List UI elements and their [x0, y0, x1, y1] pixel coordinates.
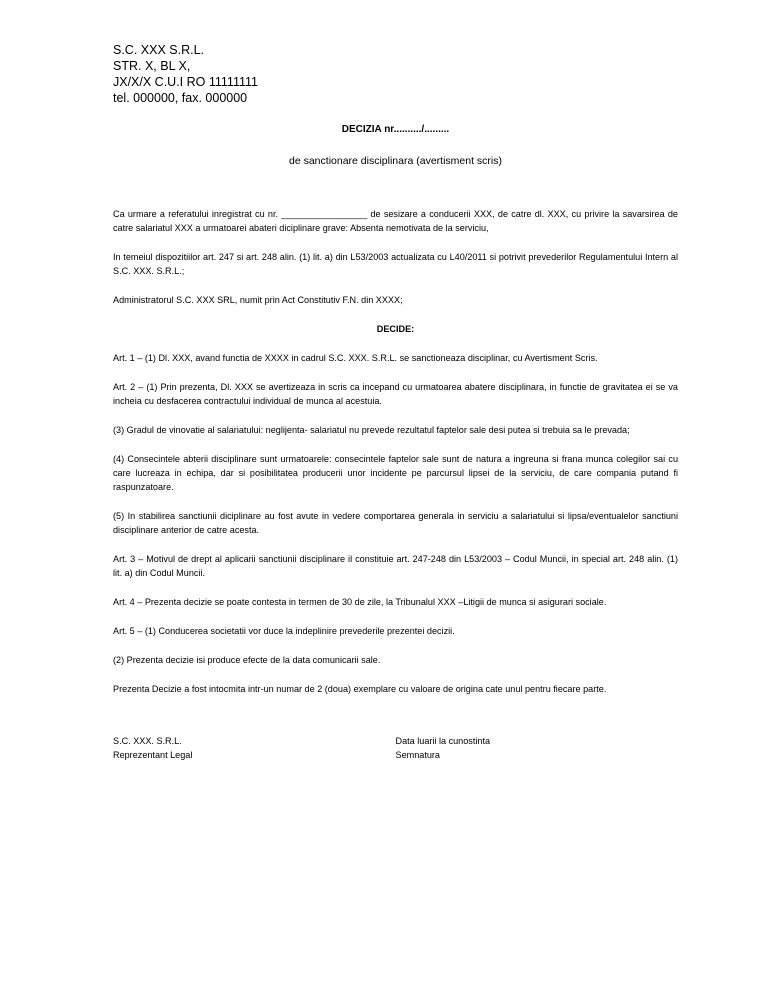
- paragraph-temei: In temeiul dispozitiilor art. 247 si art. 248 alin. (1) lit. a) din L53/2003 actualizata cu L40/2011 si potrivit prevederilor Regulamentului Intern al S.C. XXX. S.R.L.;: [113, 252, 678, 276]
- signature-representative: Reprezentant Legal: [113, 750, 193, 760]
- article-5: Art. 5 – (1) Conducerea societatii vor duce la indeplinire prevederile prezentei decizii.: [113, 626, 455, 636]
- article-5-point-2: (2) Prezenta decizie isi produce efecte de la data comunicarii sale.: [113, 655, 381, 665]
- company-contact: tel. 000000, fax. 000000: [113, 91, 248, 105]
- article-4: Art. 4 – Prezenta decizie se poate contesta in termen de 30 de zile, la Tribunalul XXX –Litigii de munca si asigurari sociale.: [113, 597, 607, 607]
- article-2-point-3: (3) Gradul de vinovatie al salariatului: neglijenta- salariatul nu prevede rezultatul faptelor sale desi putea si trebuia sa le prevada;: [113, 425, 630, 435]
- paragraph-referat: Ca urmare a referatului inregistrat cu nr. _________________ de sesizare a conducerii XXX, de catre dl. XXX, cu privire la savarsirea de catre salariatul XXX a urmatoarei abateri diciplinare grave: Absenta nemotivata de la serviciu,: [113, 209, 678, 233]
- company-registry: JX/X/X C.U.I RO 11111111: [113, 75, 258, 89]
- document-title: DECIZIA nr........../.........: [341, 124, 450, 135]
- signature-employee-sign: Semnatura: [395, 750, 440, 760]
- company-street: STR. X, BL X,: [113, 59, 191, 73]
- company-header: [113, 42, 678, 106]
- article-2-point-4: (4) Consecintele abterii disciplinare sunt urmatoarele: consecintele faptelor sale sunt de natura a ingreuna si frana munca colegilor sai cu care lucreaza in echipa, dar si posibilitatea producerii unor incidente pe parcursul lipsei de la serviciu, de care compania putand fi raspunzatoare.: [113, 454, 678, 492]
- signature-block: [113, 734, 678, 762]
- decide-heading: DECIDE:: [376, 324, 415, 334]
- paragraph-administrator: Administratorul S.C. XXX SRL, numit prin Act Constitutiv F.N. din XXXX;: [113, 295, 403, 305]
- signature-company-name: S.C. XXX. S.R.L.: [113, 736, 182, 746]
- signature-acknowledgement-date: Data luarii la cunostinta: [395, 736, 491, 746]
- article-1: Art. 1 – (1) Dl. XXX, avand functia de XXXX in cadrul S.C. XXX. S.R.L. se sanctioneaza disciplinar, cu Avertisment Scris.: [113, 353, 598, 363]
- document-subtitle: de sanctionare disciplinara (avertisment scris): [289, 155, 502, 167]
- article-3: Art. 3 – Motivul de drept al aplicarii sanctiunii disciplinare il constituie art. 247-248 din L53/2003 – Codul Muncii, in special art. 248 alin. (1) lit. a) din Codul Muncii.: [113, 554, 678, 578]
- company-name: S.C. XXX S.R.L.: [113, 43, 205, 57]
- article-2-point-5: (5) In stabilirea sanctiunii diciplinare au fost avute in vedere comportarea generala in serviciu a salariatului si lipsa/eventualelor sanctiuni disciplinare anterior de catre acesta.: [113, 511, 678, 535]
- article-2: Art. 2 – (1) Prin prezenta, Dl. XXX se avertizeaza in scris ca incepand cu urmatoarea abatere disciplinara, in functie de gravitatea ei se va incheia cu desfacerea contractului individual de munca al acestuia.: [113, 382, 678, 406]
- closing-paragraph: Prezenta Decizie a fost intocmita intr-un numar de 2 (doua) exemplare cu valoare de origina cate unul pentru fiecare parte.: [113, 684, 607, 694]
- document-body: [113, 207, 678, 696]
- signature-employee: [396, 734, 679, 762]
- signature-company: [113, 734, 396, 762]
